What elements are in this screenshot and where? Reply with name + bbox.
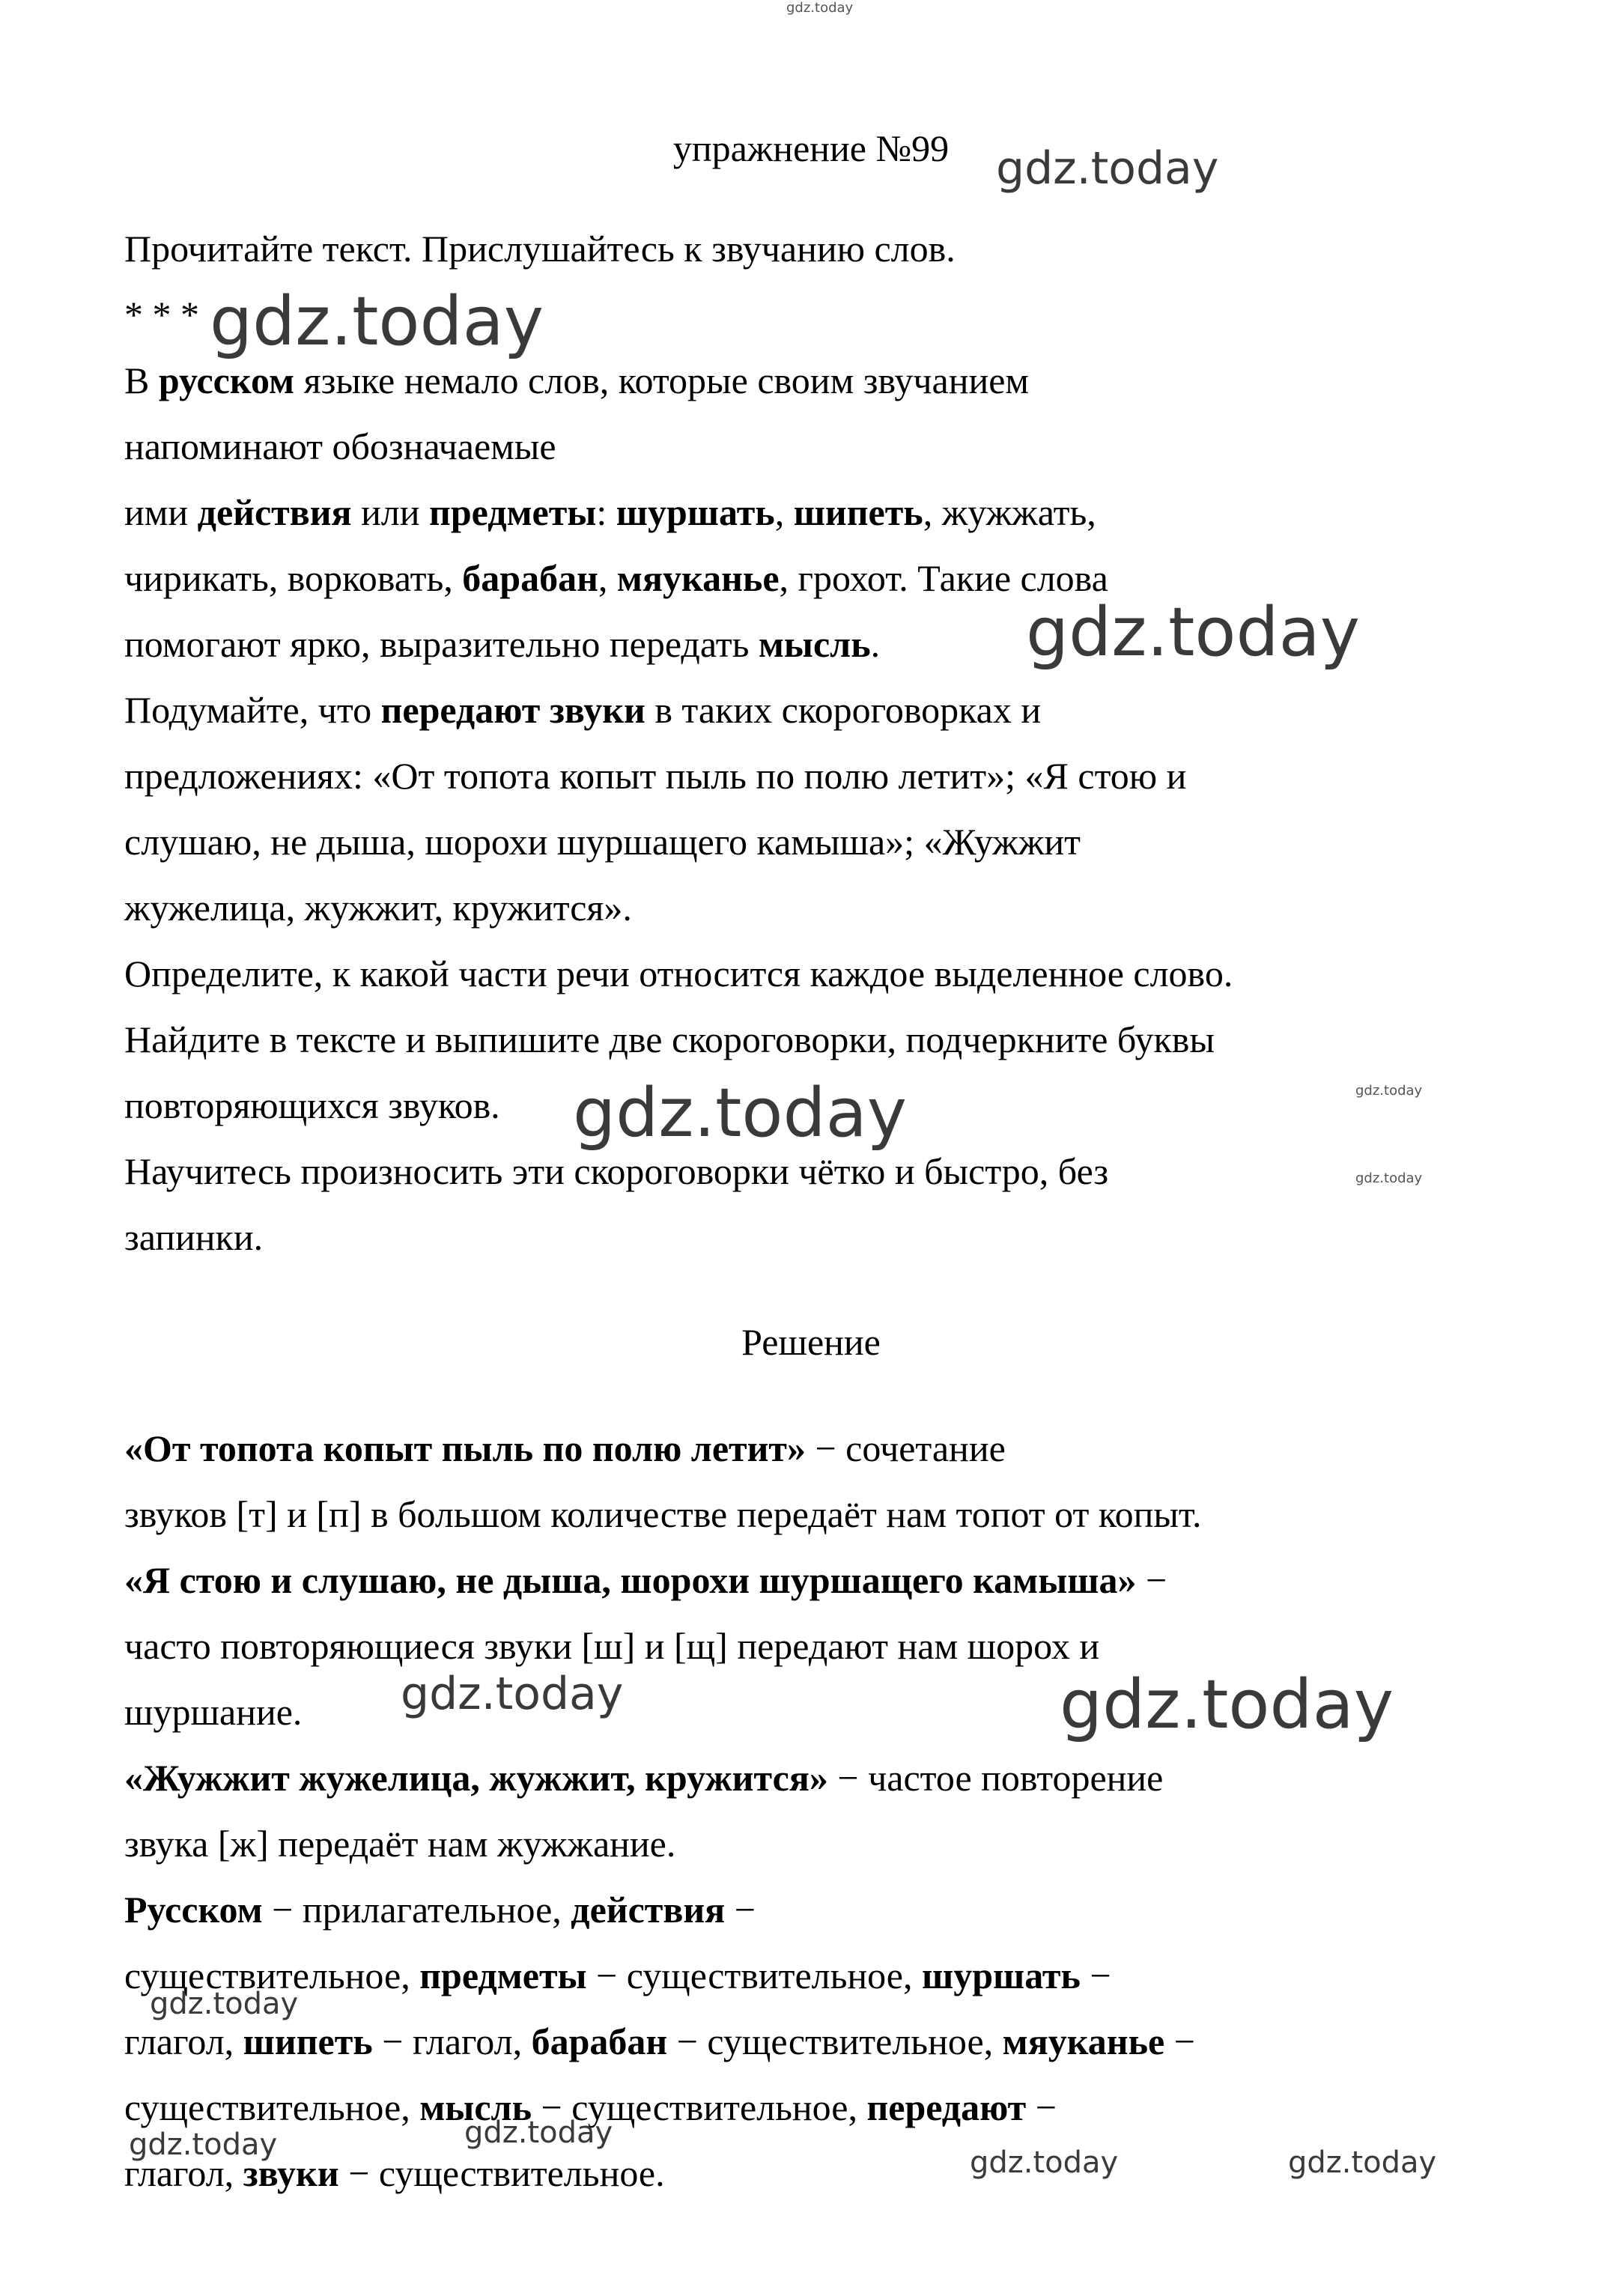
solution-line: существительное, мысль − существительное, передают −	[124, 2086, 1057, 2128]
task-text-line: напоминают обозначаемые	[124, 425, 556, 467]
watermark: gdz.today	[1026, 593, 1361, 672]
solution-line: существительное, предметы − существительное, шуршать −	[124, 1955, 1111, 1996]
watermark: gdz.today	[1060, 1665, 1394, 1744]
solution-line: «Я стою и слушаю, не дыша, шорохи шуршащего камыша» −	[124, 1559, 1167, 1601]
solution-line: Русском − прилагательное, действия −	[124, 1889, 756, 1931]
watermark: gdz.today	[786, 0, 854, 16]
page-title: упражнение №99	[672, 127, 950, 169]
task-text-line: Подумайте, что передают звуки в таких скороговорках и	[124, 689, 1042, 731]
watermark: gdz.today	[464, 2116, 613, 2150]
task-text-line: запинки.	[124, 1216, 264, 1258]
task-text-line: предложениях: «От топота копыт пыль по полю летит»; «Я стою и	[124, 755, 1187, 797]
solution-line: глагол, шипеть − глагол, барабан − существительное, мяуканье −	[124, 2020, 1195, 2062]
watermark: gdz.today	[996, 142, 1219, 195]
watermark: gdz.today	[1355, 1083, 1423, 1099]
task-text-line: Найдите в тексте и выпишите две скороговорки, подчеркните буквы	[124, 1018, 1215, 1060]
watermark: gdz.today	[150, 1987, 299, 2021]
task-text-line: ими действия или предметы: шуршать, шипеть, жужжать,	[124, 491, 1096, 533]
watermark: gdz.today	[1288, 2145, 1437, 2180]
solution-line: часто повторяющиеся звуки [ш] и [щ] передают нам шорох и	[124, 1625, 1100, 1667]
watermark: gdz.today	[573, 1074, 908, 1152]
task-text-line: Научитесь произносить эти скороговорки чётко и быстро, без	[124, 1150, 1109, 1192]
task-text-line: жужелица, жужжит, кружится».	[124, 887, 632, 929]
solution-line: «Жужжит жужелица, жужжит, кружится» − частое повторение	[124, 1757, 1164, 1799]
solution-line: звука [ж] передаёт нам жужжание.	[124, 1823, 676, 1865]
solution-line: шуршание.	[124, 1691, 303, 1733]
task-intro: Прочитайте текст. Прислушайтесь к звучанию слов.	[124, 228, 956, 270]
watermark: gdz.today	[970, 2145, 1119, 2180]
task-text-line: слушаю, не дыша, шорохи шуршащего камыша»; «Жужжит	[124, 821, 1081, 863]
watermark: gdz.today	[401, 1668, 624, 1720]
watermark: gdz.today	[210, 282, 544, 361]
solution-line: глагол, звуки − существительное.	[124, 2152, 665, 2194]
solution-line: звуков [т] и [п] в большом количестве передаёт нам топот от копыт.	[124, 1493, 1202, 1535]
separator-stars: * * *	[124, 294, 199, 335]
task-text-line: чирикать, ворковать, барабан, мяуканье, грохот. Такие слова	[124, 557, 1108, 599]
watermark: gdz.today	[129, 2128, 278, 2162]
watermark: gdz.today	[1355, 1170, 1423, 1186]
task-text-line: В русском языке немало слов, которые своим звучанием	[124, 359, 1030, 401]
task-text-line: Определите, к какой части речи относится каждое выделенное слово.	[124, 953, 1233, 994]
solution-heading: Решение	[741, 1321, 881, 1363]
solution-line: «От топота копыт пыль по полю летит» − сочетание	[124, 1427, 1006, 1469]
task-text-line: повторяющихся звуков.	[124, 1084, 500, 1126]
task-text-line: помогают ярко, выразительно передать мысль.	[124, 623, 881, 665]
